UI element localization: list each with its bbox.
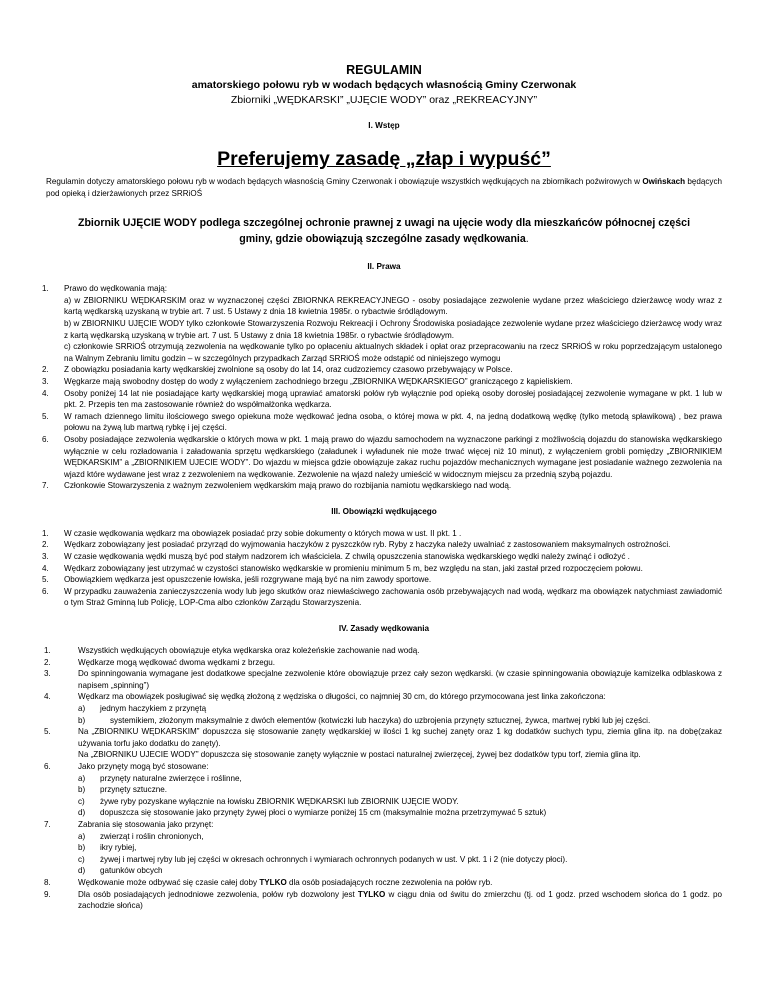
list-item-text: Wędkarz zobowiązany jest posiadać przyrząd do wyjmowania haczyków z pyszczków ryb. Ryby z haczyka należy uwalniać z zastosowaniem maksymalnych ostrożności. bbox=[64, 540, 671, 550]
list-item-number: 5. bbox=[42, 411, 49, 421]
rights-list bbox=[42, 283, 722, 492]
list-item-number: 5. bbox=[42, 575, 49, 585]
list-item-text: W przypadku zauważenia zanieczyszczenia wody lub jego skutków oraz niewłaściwego zachowania osób przebywających nad wodą, wędkarz ma obowiązek natychmiast zawiadomić o tym Straż Gminną lub Policję, LOP-Cma albo członków Zarządu Stowarzyszenia. bbox=[64, 586, 722, 608]
list-item bbox=[42, 551, 722, 563]
list-item-text: a) w ZBIORNIKU WĘDKARSKIM oraz w wyznaczonej części ZBIORNKA REKREACYJNEGO - osoby posiadające zezwolenie wydane przez właściciego dzierżawcę wody wraz z kartą wędkarską uzyskaną w trybie art. 7 ust. 5 Ustawy z dnia 18 kwietnia 1985r. o rybactwie śródlądowym. bbox=[64, 295, 722, 317]
doc-title: REGULAMIN bbox=[346, 63, 422, 77]
list-item-text: Osoby poniżej 14 lat nie posiadające karty wędkarskiej mogą uprawiać amatorski połów ryb wyłącznie pod opieką osoby dorosłej posiadającej zezwolenie wymagane w pkt. 1 lub w pkt. 2. Przepis ten ma zastosowanie również do współmałżonka wędkarza. bbox=[64, 388, 722, 410]
reservoir-warning: Zbiornik UJĘCIE WODY podlega szczególnej ochronie prawnej z uwagi na ujęcie wody dla mieszkańców północnej części gminy, gdzie obowiązują szczególne zasady wędkowania. bbox=[77, 217, 691, 246]
motto: Preferujemy zasadę „złap i wypuść” bbox=[217, 148, 551, 170]
list-item bbox=[42, 480, 722, 492]
list-item-text: Osoby posiadające zezwolenia wędkarskie o których mowa w pkt. 1 mają prawo do wjazdu samochodem na wyznaczone parkingi z możliwością dojazdu do stanowiska wędkarskiego wyłącznie w celu rozładowania i załadowania sprzętu wędkarskiego (załadunek i wyładunek nie może trwać więcej niż 10 minut), z wyłączeniem grobli pomiędzy „ZBIORNIKIEM WĘDKARSKIM” a „ZBIORNIKIEM UJECIE WODY”. Do wjazdu w miejsca gdzie obowiązuje zakaz ruchu pojazdów mechanicznych wymagane jest posiadanie ważnego zezwolenia na wjazd które wydawane jest wraz z zezwoleniem na wędkowanie. Zezwolenie na wjazd należy umieścić w widocznym miejscu za przednią szybą pojazdu. bbox=[64, 434, 722, 479]
doc-subtitle: amatorskiego połowu ryb w wodach będących własnością Gminy Czerwonak bbox=[191, 79, 577, 91]
duties-list bbox=[42, 528, 722, 609]
list-item-text: W czasie wędkowania wędki muszą być pod stałym nadzorem ich właściciela. Z chwilą opuszczenia stanowiska wędkarskiego wędki należy zwinąć i odłożyć . bbox=[64, 552, 630, 562]
list-item-text: Obowiązkiem wędkarza jest opuszczenie łowiska, jeśli rozgrywane mają być na nim zawody sportowe. bbox=[64, 575, 432, 585]
list-item-text: W czasie wędkowania wędkarz ma obowiązek posiadać przy sobie dokumenty o których mowa w ust. II pkt. 1 . bbox=[64, 528, 462, 538]
list-item-number: 2. bbox=[42, 540, 49, 550]
list-item bbox=[42, 411, 722, 434]
list-item-text: Prawo do wędkowania mają: bbox=[64, 284, 168, 294]
list-item bbox=[42, 434, 722, 480]
list-item-text: Węgkarze mają swobodny dostęp do wody z wyłączeniem zachodniego brzegu „ZBIORNIKA WĘDKARSKIEGO” graniczącego z kąpieliskiem. bbox=[64, 376, 573, 386]
intro-paragraph: Regulamin dotyczy amatorskiego połowu ryb w wodach będących własnością Gminy Czerwonak i obowiązuje wszystkich wędkujących na zbiornikach poźwirowych w Owińskach będących pod opieką i dzierżawionych przez SRRiOŚ bbox=[46, 177, 722, 198]
list-item-number: 2. bbox=[42, 365, 49, 375]
list-item-text: Członkowie Stowarzyszenia z ważnym zezwoleniem wędkarskim mają prawo do rozbijania namiotu wędkarskiego nad wodą. bbox=[64, 481, 512, 491]
list-item bbox=[42, 563, 722, 575]
list-item bbox=[42, 283, 722, 364]
section-heading-rules: IV. Zasady wędkowania bbox=[338, 624, 430, 634]
list-item-number: 6. bbox=[42, 586, 49, 596]
list-item: 2. Wędkarze mogą wędkować dwoma wędkami z brzegu. bbox=[44, 657, 276, 667]
list-item bbox=[42, 586, 722, 609]
list-item-text: Z obowiązku posiadania karty wędkarskiej zwolnione są osoby do lat 14, oraz cudzoziemcy czasowo przebywający w Polsce. bbox=[64, 365, 513, 375]
list-item bbox=[42, 528, 722, 540]
list-item-text: c) członkowie SRRiOŚ otrzymują zezwolenia na wędkowanie tylko po opłaceniu aktualnych składek i opłat oraz przepracowaniu na rzecz SRRiOŚ w roku poprzedzającym ustalonego na Walnym Zebraniu limitu godzin – w szczególnych przypadkach Zarząd SRRiOŚ może odstąpić od niniejszego wymogu bbox=[64, 342, 722, 363]
list-item-text: Wędkarz zobowiązany jest utrzymać w czystości stanowisko wędkarskie w promieniu minimum 5 m, bez względu na stan, jaki zastał przed rozpoczęciem połowu. bbox=[64, 563, 643, 573]
list-item bbox=[42, 539, 722, 551]
list-item: 7. Zabrania się stosowania jako przynęt: a) zwierząt i roślin chronionych, b) ikry rybiej, c) żywej i martwej ryby lub jej części w okresach ochronnych i wymiarach ochronnych podanych w ust. V pkt. 1 i 2 (nie dotyczy płoci). d) gatunków obcych bbox=[44, 819, 568, 876]
list-item-number: 3. bbox=[42, 552, 49, 562]
list-item-number: 7. bbox=[42, 481, 49, 491]
list-item: 3. Do spinningowania wymagane jest dodatkowe specjalne zezwolenie które obowiązuje przez cały sezon wędkarski. (w czasie spinningowania obowiązuje kamizelka odblaskowa z napisem „spinning”) bbox=[44, 669, 722, 690]
list-item: 1. Wszystkich wędkujących obowiązuje etyka wędkarska oraz koleżeńskie zachowanie nad wodą. bbox=[44, 646, 420, 656]
list-item: 9. Dla osób posiadających jednodniowe zezwolenia, połów ryb dozwolony jest TYLKO w ciągu dnia od świtu do zmierzchu (tj. od 1 godz. przed wschodem słońca do 1 godz. po zachodzie słońca) bbox=[44, 889, 723, 911]
list-item: 6. Jako przynęty mogą być stosowane: a) przynęty naturalne zwierzęce i roślinne, b) przynęty sztuczne. c) żywe ryby pozyskane wyłącznie na łowisku ZBIORNIK WĘDKARSKI lub ZBIORNIK UJĘCIE WODY. d) dopuszcza się stosowanie jako przynęty żywej płoci o wymiarze poniżej 15 cm (maksymalnie można przetrzymywać 5 sztuk) bbox=[44, 761, 547, 818]
list-item: 5. Na „ZBIORNIKU WĘDKARSKIM” dopuszcza się stosowanie zanęty wędkarskiej w ilości 1 kg suchej zanęty oraz 1 kg dodatków suchych typu, ziemia glina itp. na dobę(zakaz używania torfu jako dodatku do zanęty). Na „ZBIORNIKU UJECIE WODY” dopuszcza się stosowanie zanęty wyłącznie w postaci naturalnej zwierzęcej, żywej bez dodatków typu torf, ziemia glina itp. bbox=[44, 727, 722, 760]
list-item: 8. Wędkowanie może odbywać się czasie całej doby TYLKO dla osób posiadających roczne zezwolenia na połów ryb. bbox=[44, 877, 493, 887]
section-heading-duties: III. Obowiązki wędkującego bbox=[331, 506, 437, 516]
list-item-number: 3. bbox=[42, 376, 49, 386]
doc-subtitle-reservoirs: Zbiorniki „WĘDKARSKI” „UJĘCIE WODY” oraz „REKREACYJNY” bbox=[230, 94, 538, 106]
list-item-text: b) w ZBIORNIKU UJĘCIE WODY tylko członkowie Stowarzyszenia Rozwoju Rekreacji i Ochrony Środowiska posiadające zezwolenie wydane przez właściciego dzierżawcę wody wraz z kartą wędkarską uzyskaną w trybie art. 7 ust. 5 Ustawy z dnia 18 kwietnia 1985r. o rybactwie śródlądowym. bbox=[64, 318, 722, 340]
section-heading-intro: I. Wstęp bbox=[368, 121, 400, 130]
list-item-number: 4. bbox=[42, 563, 49, 573]
section-heading-rights: II. Prawa bbox=[367, 262, 401, 272]
list-item bbox=[42, 388, 722, 411]
list-item bbox=[42, 364, 722, 376]
list-item-number: 4. bbox=[42, 388, 49, 398]
list-item-number: 6. bbox=[42, 434, 49, 444]
list-item-text: W ramach dziennego limitu ilościowego swego opiekuna może wędkować jedna osoba, o której mowa w pkt. 4, na jedną dodatkową wędkę (tylko metodą spławikową) , bez prawa połowu na żywą lub martwą rybkę i jej części. bbox=[64, 411, 722, 433]
list-item bbox=[42, 376, 722, 388]
list-item-number: 1. bbox=[42, 284, 49, 294]
list-item bbox=[42, 574, 722, 586]
list-item-number: 1. bbox=[42, 528, 49, 538]
rules-list bbox=[44, 645, 723, 912]
list-item: 4. Wędkarz ma obowiązek posługiwać się wędką złożoną z wędziska o długości, co najmniej 30 cm, do którego przymocowana jest linka zakończona: a) jednym haczykiem z przynętą b) systemikiem, złożonym maksymalnie z dwóch elementów (kotwiczki lub haczyka) do uzbrojenia przynęty sztucznej, żywca, martwej rybki lub jej części. bbox=[44, 692, 651, 725]
